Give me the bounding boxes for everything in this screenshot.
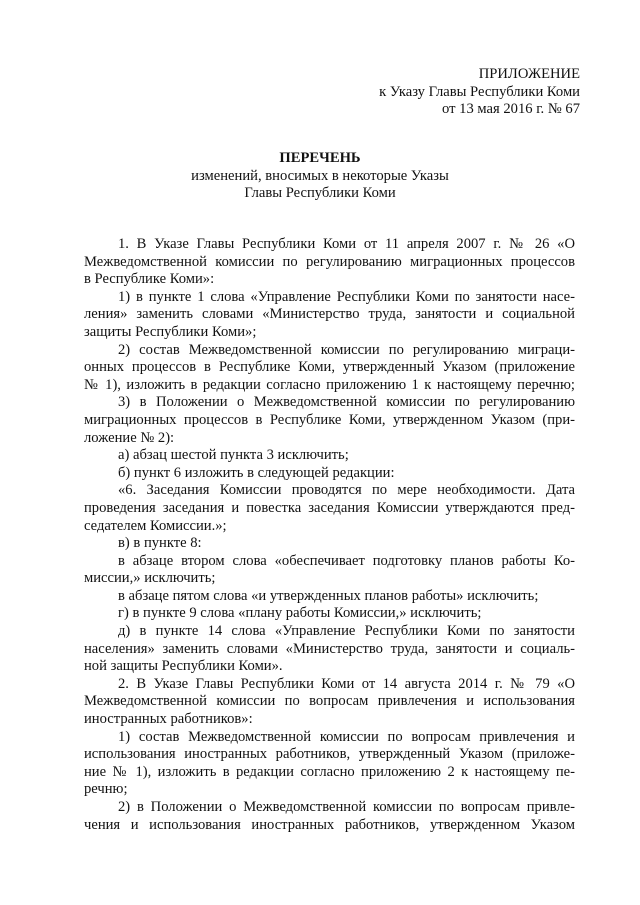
body-line: в) в пункте 8:	[118, 535, 202, 552]
body-line: 1) в пункте 1 слова «Управление Республики Коми по занятости насе-	[118, 288, 575, 305]
document-heading	[0, 150, 640, 203]
body-line: 2. В Указе Главы Республики Коми от 14 августа 2014 г. № 79 «О	[118, 675, 575, 692]
body-line: ления» заменить словами «Министерство труда, занятости и социальной	[84, 306, 575, 323]
body-line: б) пункт 6 изложить в следующей редакции:	[118, 464, 395, 481]
body-line: 1. В Указе Главы Республики Коми от 11 апреля 2007 г. № 26 «О	[118, 236, 575, 252]
body-line: 2) состав Межведомственной комиссии по регулированию миграци-	[118, 341, 575, 358]
body-line: онных процессов в Республике Коми, утвержденный Указом (приложение	[84, 359, 575, 376]
body-line: Межведомственной комиссии по вопросам привлечения и использования	[84, 693, 575, 710]
body-line: использования иностранных работников, утвержденный Указом (приложе-	[84, 746, 575, 763]
body-line: 2) в Положении о Межведомственной комиссии по вопросам привле-	[118, 799, 575, 815]
document-subtitle-line-2: Главы Республики Коми	[244, 185, 396, 202]
body-line: г) в пункте 9 слова «плану работы Комиссии,» исключить;	[118, 605, 482, 622]
body-line: д) в пункте 14 слова «Управление Республики Коми по занятости	[118, 623, 575, 640]
appendix-date: от 13 мая 2016 г. № 67	[442, 101, 580, 118]
body-line: а) абзац шестой пункта 3 исключить;	[118, 447, 349, 464]
body-line: иностранных работников»:	[84, 711, 253, 728]
body-line: чения и использования иностранных работников, утвержденном Указом	[84, 816, 575, 833]
appendix-label: ПРИЛОЖЕНИЕ	[478, 66, 580, 82]
body-line: ной защиты Республики Коми».	[84, 658, 283, 675]
body-line: речню;	[84, 781, 128, 798]
document-title: ПЕРЕЧЕНЬ	[279, 150, 361, 166]
body-line: 3) в Положении о Межведомственной комиссии по регулированию	[118, 394, 575, 411]
body-line: защиты Республики Коми»;	[84, 323, 257, 340]
document-subtitle-line-1: изменений, вносимых в некоторые Указы	[191, 167, 449, 184]
body-line: населения» заменить словами «Министерство труда, занятости и социаль-	[84, 640, 575, 657]
body-line: Межведомственной комиссии по регулированию миграционных процессов	[84, 253, 575, 270]
body-line: в абзаце пятом слова «и утвержденных планов работы» исключить;	[118, 587, 539, 604]
body-line: «6. Заседания Комиссии проводятся по мере необходимости. Дата	[118, 482, 575, 499]
body-line: ложение № 2):	[84, 429, 175, 446]
body-line: в Республике Коми»:	[84, 271, 215, 288]
body-line: в абзаце втором слова «обеспечивает подготовку планов работы Ко-	[118, 552, 575, 569]
body-line: седателем Комиссии.»;	[84, 517, 227, 534]
body-line: миссии,» исключить;	[84, 570, 216, 587]
body-line: № 1), изложить в редакции согласно приложению 1 к настоящему перечню;	[84, 376, 575, 393]
body-line: 1) состав Межведомственной комиссии по вопросам привлечения и	[118, 728, 575, 745]
appendix-header	[379, 66, 580, 119]
body-line: проведения заседания и повестка заседания Комиссии утверждаются пред-	[84, 499, 575, 516]
document-body	[84, 236, 575, 834]
appendix-decree-ref: к Указу Главы Республики Коми	[379, 83, 580, 100]
body-line: ние № 1), изложить в редакции согласно приложению 2 к настоящему пе-	[84, 763, 575, 780]
body-line: миграционных процессов в Республике Коми, утвержденном Указом (при-	[84, 411, 575, 428]
